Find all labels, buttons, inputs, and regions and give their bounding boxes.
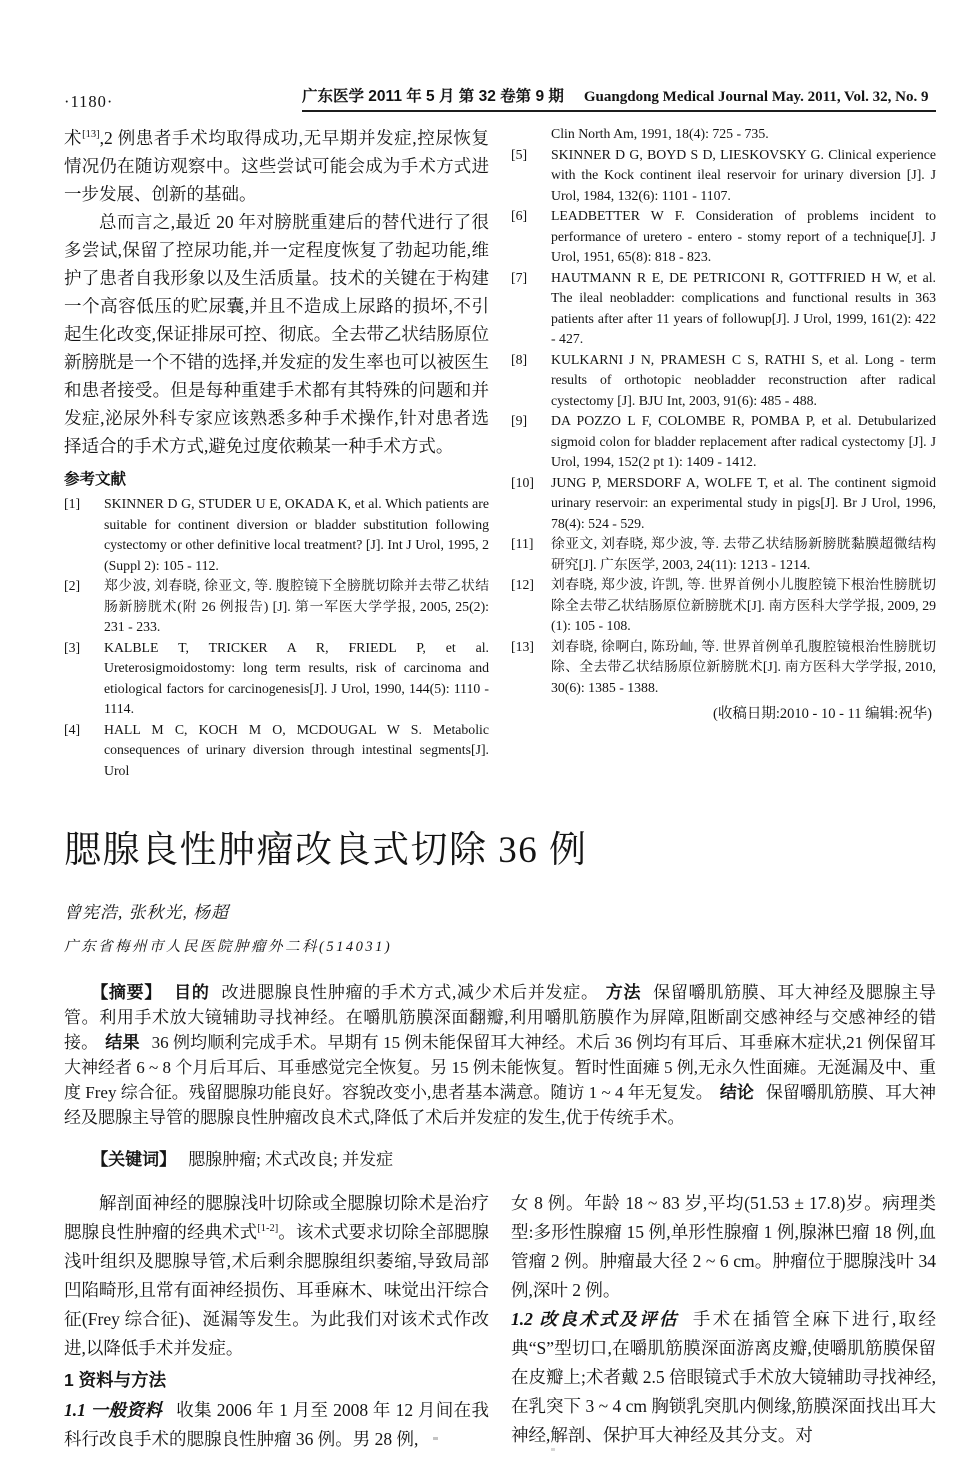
reference-number: [11]	[511, 536, 534, 551]
methods-label: 方法	[605, 982, 642, 1002]
objective-text: 改进腮腺良性肿瘤的手术方式,减少术后并发症。	[221, 982, 599, 1002]
reference-text: SKINNER D G, BOYD S D, LIESKOVSKY G. Clinical experience with the Kock continent ileal reservoir for urinary diversion [J]. J Urol, 1984, 132(6): 1101 - 1107.	[551, 146, 936, 203]
journal-title-cn: 广东医学 2011 年 5 月 第 32 卷第 9 期	[302, 88, 564, 105]
reference-item	[511, 350, 936, 412]
paragraph-text: 。该术式要求切除全部腮腺浅叶组织及腮腺导管,术后剩余腮腺组织萎缩,导致局部凹陷畸形,且常有面神经损伤、耳垂麻木、味觉出汗综合征(Frey 综合征)、涎漏等发生。为此我们对该术式作改进,以降低手术并发症。	[64, 1221, 490, 1358]
reference-number: [1]	[64, 496, 81, 511]
reference-text: 郑少波, 刘春晓, 徐亚文, 等. 腹腔镜下全膀胱切除并去带乙状结肠新膀胱术(附 26 例报告) [J]. 第一军医大学学报, 2005, 25(2): 231 - 233.	[104, 578, 489, 634]
reference-text: 刘春晓, 郑少波, 许凯, 等. 世界首例小儿腹腔镜下根治性膀胱切除全去带乙状结肠原位新膀胱术[J]. 南方医科大学学报, 2009, 29 (1): 105 - 108.	[551, 577, 936, 633]
subsection-text: 手术在插管全麻下进行,取经典“S”型切口,在嚼肌筋膜深面游离皮瓣,使嚼肌筋膜保留在皮瓣上;术者戴 2.5 倍眼镜式手术放大镜辅助寻找神经,在乳突下 3 ~ 4 cm 胸锁乳突肌内侧缘,筋膜深面找出耳大神经,解剖、保护耳大神经及其分支。对	[511, 1308, 937, 1445]
conclusion-label: 结论	[719, 1082, 754, 1102]
reference-number: [7]	[511, 269, 528, 285]
reference-continuation: Clin North Am, 1991, 18(4): 725 - 735.	[551, 126, 769, 141]
reference-text: LEADBETTER W F. Consideration of problems incident to performance of uretero - entero - stomy report of a technique[J]. J Urol, 1951, 65(8): 818 - 823.	[551, 208, 936, 264]
conclusion-text: 保留嚼肌筋膜、耳大神经及腮腺主导管的腮腺良性肿瘤改良术式,降低了术后并发症的发生,优于传统手术。	[64, 1082, 937, 1127]
paragraph	[64, 124, 489, 208]
article-authors: 曾宪浩, 张秋光, 杨超	[64, 902, 229, 922]
journal-title-en: Guangdong Medical Journal May. 2011, Vol. 32, No. 9	[583, 89, 929, 105]
reference-number: [5]	[511, 146, 528, 162]
reference-number: [3]	[64, 639, 81, 655]
reference-text: SKINNER D G, STUDER U E, OKADA K, et al. Which patients are suitable for continent diversion or bladder substitution following cystectomy or other definitive local treatment? [J]. Int J Urol, 1995, 2 (Suppl 2): 105 - 112.	[104, 496, 489, 573]
references-heading: 参考文献	[64, 471, 127, 488]
reference-item	[511, 637, 936, 699]
reference-number: [10]	[511, 474, 534, 490]
article2-right-column	[511, 1189, 936, 1454]
article1-right-column	[511, 124, 936, 781]
paragraph-text: ,2 例患者手术均取得成功,无早期并发症,控尿恢复情况仍在随访观察中。这些尝试可能会成为手术方式进一步发展、创新的基础。	[64, 128, 490, 204]
reference-text: HALL M C, KOCH M O, MCDOUGAL W S. Metabolic consequences of urinary diversion through intestinal segments[J]. Urol	[104, 721, 489, 778]
section-heading: 1 资料与方法	[64, 1369, 167, 1390]
reference-item	[511, 411, 936, 473]
subsection-text: 收集 2006 年 1 月至 2008 年 12 月间在我科行改良手术的腮腺良性肿瘤 36 例。男 28 例,	[64, 1399, 490, 1449]
reference-text: 徐亚文, 刘春晓, 郑少波, 等. 去带乙状结肠新膀胱黏膜超微结构研究[J]. 广东医学, 2003, 24(11): 1213 - 1214.	[551, 536, 936, 572]
reference-number: [9]	[511, 413, 528, 428]
abstract-label: 【摘要】	[91, 982, 163, 1002]
reference-item	[64, 494, 489, 576]
reference-text: 刘春晓, 徐啊白, 陈玢屾, 等. 世界首例单孔腹腔镜根治性膀胱切除、全去带乙状结肠原位新膀胱术[J]. 南方医科大学学报, 2010, 30(6): 1385 - 1388.	[551, 638, 936, 695]
paragraph	[64, 1189, 489, 1363]
subsection-label: 1.2 改良术式及评估	[511, 1308, 679, 1329]
reference-item	[511, 206, 936, 268]
article-affiliation: 广东省梅州市人民医院肿瘤外二科(514031)	[64, 938, 393, 955]
reference-text: DA POZZO L F, COLOMBE R, POMBA P, et al. Detubularized sigmoid colon for bladder replacement after radical cystectomy [J]. J Urol, 1994, 152(2 pt 1): 1409 - 1412.	[551, 413, 936, 469]
results-label: 结果	[105, 1032, 140, 1052]
article1-left-column	[64, 124, 489, 781]
subsection-label: 1.1 一般资料	[64, 1399, 163, 1420]
received-date-note: (收稿日期:2010 - 10 - 11 编辑:祝华)	[713, 706, 932, 722]
article2-left-column	[64, 1189, 489, 1454]
results-text: 36 例均顺利完成手术。早期有 15 例未能保留耳大神经。术后 36 例均有耳后、耳垂麻木症状,21 例保留耳大神经者 6 ~ 8 个月后耳后、耳垂感觉完全恢复。另 15 例未能恢复。暂时性面瘫 5 例,无永久性面瘫。无涎漏及中、重度 Frey 综合征。残留腮腺功能良好。容貌改变小,患者基本满意。随访 1 ~ 4 年无复发。	[64, 1032, 937, 1102]
reference-item	[511, 268, 936, 350]
keywords-text: 腮腺肿瘤; 术式改良; 并发症	[188, 1149, 394, 1169]
paragraph-continuation: 女 8 例。年龄 18 ~ 83 岁,平均(51.53 ± 17.8)岁。病理类型:多形性腺瘤 15 例,单形性腺瘤 1 例,腺淋巴瘤 18 例,血管瘤 2 例。肿瘤最大径 2 ~ 6 cm。肿瘤位于腮腺浅叶 34 例,深叶 2 例。	[511, 1192, 936, 1300]
article1-section	[64, 124, 936, 781]
keywords-label: 【关键词】	[91, 1149, 177, 1169]
citation-superscript: [1-2]	[257, 1222, 279, 1234]
subsection-paragraph	[64, 1396, 489, 1454]
reference-item	[511, 145, 936, 207]
journal-header	[302, 84, 936, 112]
paragraph: 总而言之,最近 20 年对膀胱重建后的替代进行了很多尝试,保留了控尿功能,并一定程度恢复了勃起功能,维护了患者自我形象以及生活质量。技术的关键在于构建一个高容低压的贮尿囊,并且不造成上尿路的损坏,不引起生化改变,保证排尿可控、彻底。全去带乙状结肠原位新膀胱是一个不错的选择,并发症的发生率也可以被医生和患者接受。但是每种重建手术都有其特殊的问题和并发症,泌尿外科专家应该熟悉多种手术操作,针对患者选择适合的手术方式,避免过度依赖某一种手术方式。	[64, 212, 489, 456]
scan-artifact	[551, 1448, 555, 1451]
abstract	[64, 980, 936, 1130]
reference-number: [8]	[511, 351, 528, 367]
reference-item	[64, 720, 489, 782]
reference-number: [4]	[64, 721, 81, 737]
paragraph-text: 术	[64, 128, 83, 148]
reference-item	[511, 575, 936, 637]
keywords-line	[64, 1147, 936, 1172]
reference-text: JUNG P, MERSDORF A, WOLFE T, et al. The continent sigmoid urinary reservoir: an experimental study in pigs[J]. Br J Urol, 1996, 78(4): 524 - 529.	[551, 474, 936, 531]
page-header	[64, 0, 936, 112]
reference-item	[64, 576, 489, 638]
reference-item	[64, 638, 489, 720]
reference-text: KALBLE T, TRICKER A R, FRIEDL P, et al. Ureterosigmoidostomy: long term results, risk of carcinoma and etiological factors for carcinogenesis[J]. J Urol, 1990, 144(5): 1110 - 1114.	[104, 639, 489, 716]
methods-text: 保留嚼肌筋膜、耳大神经及腮腺主导管。利用手术放大镜辅助寻找神经。在嚼肌筋膜深面翻瓣,利用嚼肌筋膜作为屏障,阻断副交感神经与交感神经的错接。	[64, 982, 937, 1052]
article-title: 腮腺良性肿瘤改良式切除 36 例	[64, 830, 588, 871]
subsection-paragraph	[511, 1305, 936, 1450]
reference-number: [12]	[511, 577, 534, 592]
citation-superscript: [13]	[82, 129, 100, 141]
reference-item	[511, 534, 936, 575]
journal-page	[64, 0, 936, 1454]
objective-label: 目的	[174, 982, 210, 1002]
reference-number: [13]	[511, 638, 534, 654]
reference-text: HAUTMANN R E, DE PETRICONI R, GOTTFRIED H W, et al. The ileal neobladder: complications and functional results in 363 patients after after 11 years of followup[J]. J Urol, 1999, 161(2): 422 - 427.	[551, 269, 936, 346]
reference-number: [6]	[511, 208, 528, 223]
reference-number: [2]	[64, 578, 81, 593]
reference-text: KULKARNI J N, PRAMESH C S, RATHI S, et al. Long - term results of orthotopic neobladder reconstruction after radical cystectomy [J]. BJU Int, 2003, 91(6): 485 - 488.	[551, 351, 936, 408]
reference-item	[511, 473, 936, 535]
scan-artifact	[433, 1437, 438, 1440]
paragraph-text: 解剖面神经的腮腺浅叶切除或全腮腺切除术是治疗腮腺良性肿瘤的经典术式	[64, 1192, 489, 1242]
article2-body	[64, 1189, 936, 1454]
page-number: ·1180·	[64, 92, 114, 111]
